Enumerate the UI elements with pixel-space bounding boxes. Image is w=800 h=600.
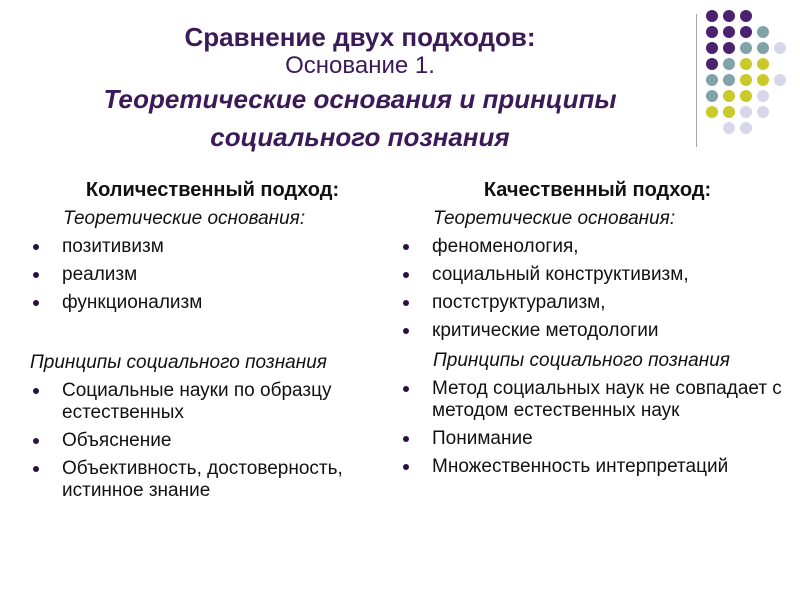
list-item: Объяснение	[30, 430, 395, 452]
list-item: критические методологии	[400, 320, 795, 342]
decorative-dot	[723, 74, 735, 86]
decorative-dot	[757, 42, 769, 54]
left-theory-list	[30, 236, 395, 314]
list-item: функционализм	[30, 292, 395, 314]
decorative-dot	[774, 74, 786, 86]
right-theory-label: Теоретические основания:	[433, 208, 676, 229]
decorative-dot	[706, 42, 718, 54]
decorative-dot	[723, 26, 735, 38]
list-item: феноменология,	[400, 236, 795, 258]
decorative-dot	[740, 10, 752, 22]
right-heading: Качественный подход:	[483, 179, 712, 201]
decorative-dot	[757, 106, 769, 118]
decorative-dot	[706, 106, 718, 118]
decorative-dot	[757, 74, 769, 86]
list-item: позитивизм	[30, 236, 395, 258]
decorative-dot	[723, 106, 735, 118]
list-item: постструктурализм,	[400, 292, 795, 314]
decorative-dot	[740, 42, 752, 54]
decorative-dot	[774, 42, 786, 54]
list-item: реализм	[30, 264, 395, 286]
list-item: социальный конструктивизм,	[400, 264, 795, 286]
list-item: Метод социальных наук не совпадает с методом естественных наук	[400, 378, 795, 422]
right-principles-label: Принципы социального познания	[433, 350, 730, 371]
decorative-dot	[757, 90, 769, 102]
decorative-dot	[706, 26, 718, 38]
list-item: Понимание	[400, 428, 795, 450]
decorative-dot	[740, 26, 752, 38]
slide-title	[40, 22, 680, 156]
decorative-dot	[706, 90, 718, 102]
decorative-dot	[723, 90, 735, 102]
decorative-dot	[757, 26, 769, 38]
right-principles-list	[400, 378, 795, 478]
title-line-1: Сравнение двух подходов:	[184, 22, 536, 52]
decorative-divider	[696, 14, 697, 147]
list-item: Объективность, достоверность, истинное знание	[30, 458, 395, 502]
decorative-dot	[740, 74, 752, 86]
decorative-dot	[723, 42, 735, 54]
decorative-dot	[740, 58, 752, 70]
title-line-3: Теоретические основания и принципы	[103, 84, 617, 114]
left-principles-label: Принципы социального познания	[30, 352, 327, 373]
decorative-dot	[706, 58, 718, 70]
decorative-dot	[723, 58, 735, 70]
decorative-dot	[740, 106, 752, 118]
decorative-dot	[706, 10, 718, 22]
list-item: Социальные науки по образцу естественных	[30, 380, 395, 424]
title-line-4: социального познания	[210, 122, 510, 152]
decorative-dot	[740, 122, 752, 134]
right-theory-list	[400, 236, 795, 342]
list-item: Множественность интерпретаций	[400, 456, 795, 478]
left-principles-list	[30, 380, 395, 502]
qualitative-column	[400, 176, 795, 484]
title-line-2: Основание 1.	[285, 52, 435, 79]
left-heading: Количественный подход:	[85, 179, 340, 201]
quantitative-column	[30, 176, 395, 508]
decorative-dot	[740, 90, 752, 102]
decorative-dot	[723, 122, 735, 134]
left-theory-label: Теоретические основания:	[63, 208, 306, 229]
decorative-dot	[757, 58, 769, 70]
decorative-dot	[706, 74, 718, 86]
decorative-dot	[723, 10, 735, 22]
